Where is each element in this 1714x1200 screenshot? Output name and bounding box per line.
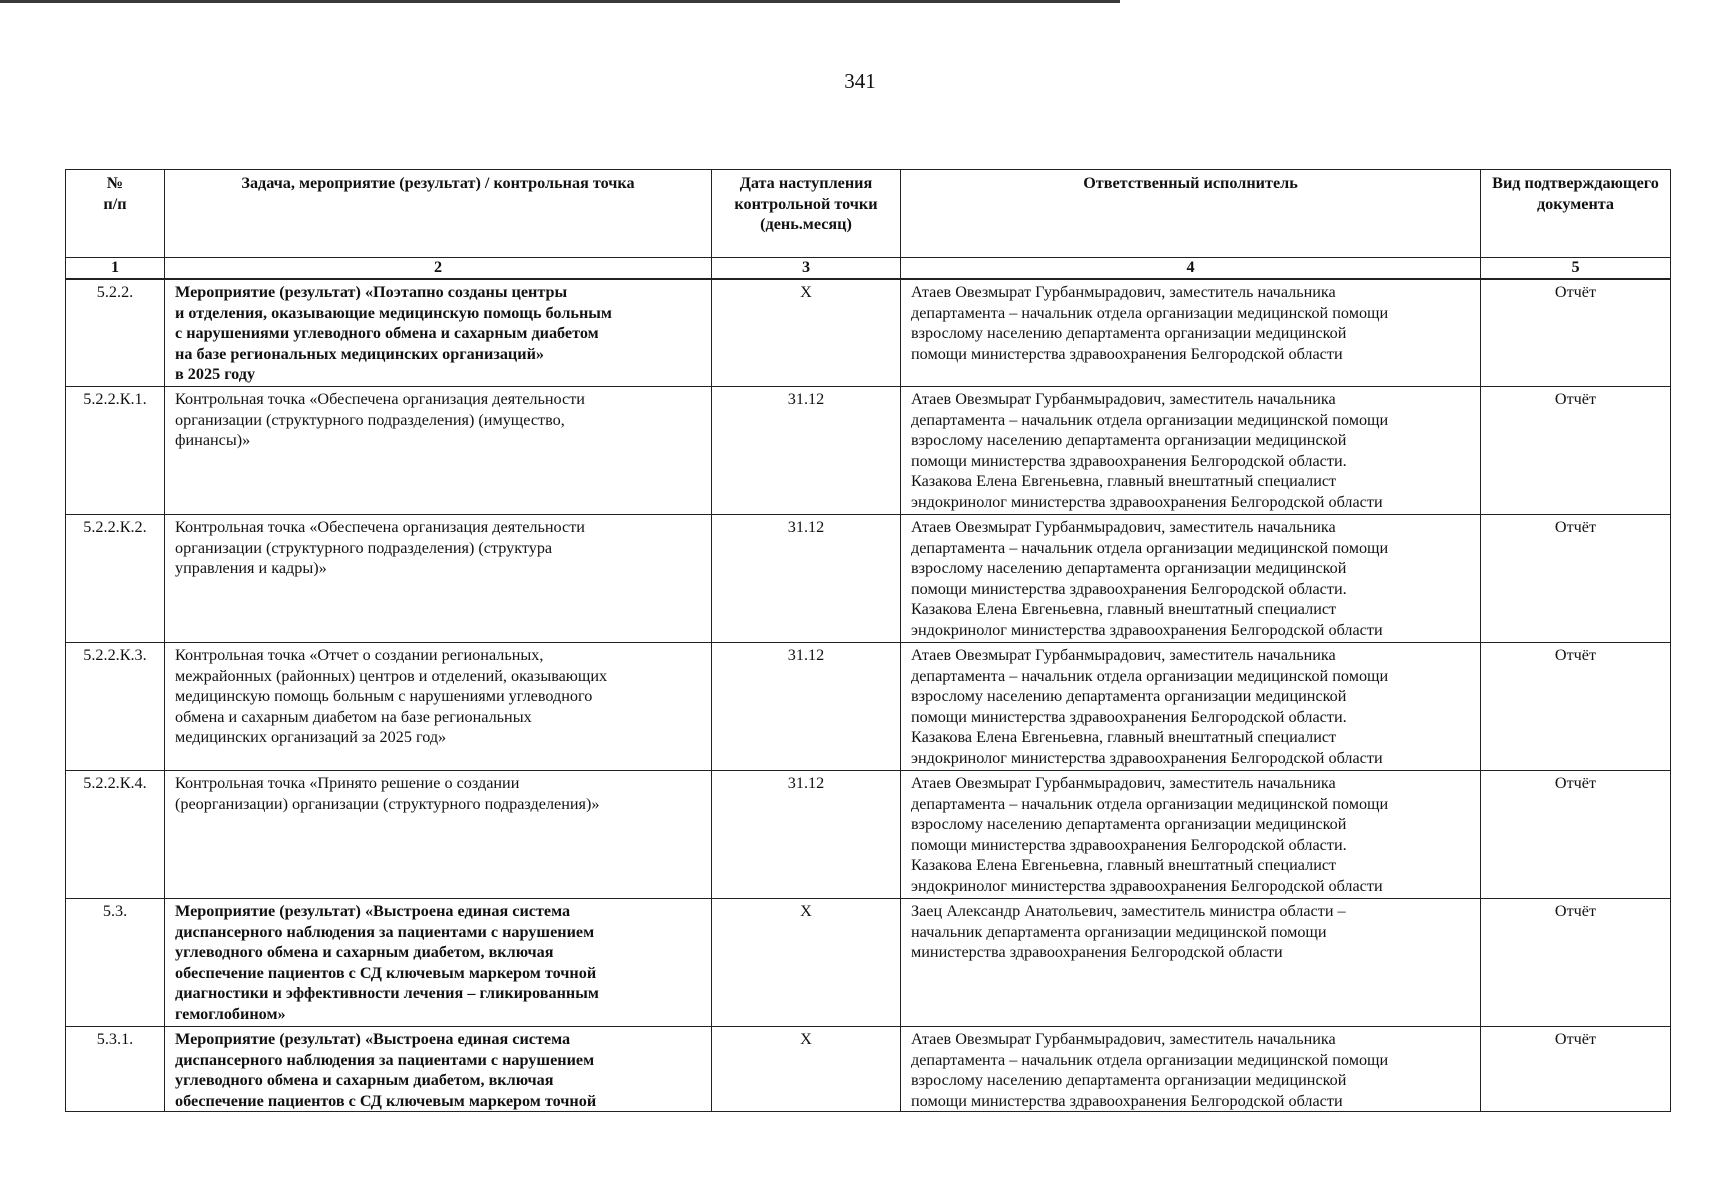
column-number-row xyxy=(66,258,1671,280)
header-number: № п/п xyxy=(66,170,165,258)
control-date-cell: X xyxy=(712,279,901,387)
table-row xyxy=(66,515,1671,643)
task-cell: Мероприятие (результат) «Поэтапно созданы центры и отделения, оказывающие медицинскую помощь больным с нарушениями углеводного обмена и сахарным диабетом на базе региональных медицинских организаций» в 2025 году xyxy=(165,279,712,387)
task-cell: Контрольная точка «Принято решение о создании (реорганизации) организации (структурного подразделения)» xyxy=(165,771,712,899)
header-document: Вид подтверждающего документа xyxy=(1481,170,1671,258)
control-date-cell: 31.12 xyxy=(712,515,901,643)
table-row xyxy=(66,643,1671,771)
header-task: Задача, мероприятие (результат) / контрольная точка xyxy=(165,170,712,258)
row-number-cell: 5.2.2.К.2. xyxy=(66,515,165,643)
executor-cell: Заец Александр Анатольевич, заместитель министра области – начальник департамента организации медицинской помощи министерства здравоохранения Белгородской области xyxy=(901,899,1481,1027)
document-type-cell: Отчёт xyxy=(1481,387,1671,515)
control-date-cell: X xyxy=(712,1027,901,1112)
control-date-cell: 31.12 xyxy=(712,643,901,771)
control-points-table xyxy=(65,169,1671,1112)
row-number-cell: 5.3.1. xyxy=(66,1027,165,1112)
column-number: 3 xyxy=(712,258,901,280)
executor-cell: Атаев Овезмырат Гурбанмырадович, заместитель начальника департамента – начальник отдела организации медицинской помощи взрослому населению департамента организации медицинской помощи министерства здравоохранения Белгородской области xyxy=(901,279,1481,387)
document-type-cell: Отчёт xyxy=(1481,515,1671,643)
task-cell: Контрольная точка «Отчет о создании региональных, межрайонных (районных) центров и отделений, оказывающих медицинскую помощь больным с нарушениями углеводного обмена и сахарным диабетом на базе региональных медицинских организаций за 2025 год» xyxy=(165,643,712,771)
table-body xyxy=(66,279,1671,1112)
control-date-cell: X xyxy=(712,899,901,1027)
table-row xyxy=(66,1027,1671,1112)
task-cell: Мероприятие (результат) «Выстроена единая система диспансерного наблюдения за пациентами с нарушением углеводного обмена и сахарным диабетом, включая обеспечение пациентов с СД ключевым маркером точной xyxy=(165,1027,712,1112)
task-cell: Контрольная точка «Обеспечена организация деятельности организации (структурного подразделения) (структура управления и кадры)» xyxy=(165,515,712,643)
task-cell: Контрольная точка «Обеспечена организация деятельности организации (структурного подразделения) (имущество, финансы)» xyxy=(165,387,712,515)
header-date: Дата наступления контрольной точки (день.месяц) xyxy=(712,170,901,258)
column-number: 2 xyxy=(165,258,712,280)
document-type-cell: Отчёт xyxy=(1481,1027,1671,1112)
row-number-cell: 5.3. xyxy=(66,899,165,1027)
executor-cell: Атаев Овезмырат Гурбанмырадович, заместитель начальника департамента – начальник отдела организации медицинской помощи взрослому населению департамента организации медицинской помощи министерства здравоохранения Белгородской области. Казакова Елена Евгеньевна, главный внештатный специалист эндокринолог министерства здравоохранения Белгородской области xyxy=(901,643,1481,771)
document-type-cell: Отчёт xyxy=(1481,899,1671,1027)
header-executor: Ответственный исполнитель xyxy=(901,170,1481,258)
scan-top-rule xyxy=(0,0,1120,3)
table-header-row xyxy=(66,170,1671,258)
row-number-cell: 5.2.2.К.4. xyxy=(66,771,165,899)
column-number: 1 xyxy=(66,258,165,280)
column-number: 4 xyxy=(901,258,1481,280)
column-number: 5 xyxy=(1481,258,1671,280)
task-cell: Мероприятие (результат) «Выстроена единая система диспансерного наблюдения за пациентами с нарушением углеводного обмена и сахарным диабетом, включая обеспечение пациентов с СД ключевым маркером точной диагностики и эффективности лечения – гликированным гемоглобином» xyxy=(165,899,712,1027)
row-number-cell: 5.2.2.К.3. xyxy=(66,643,165,771)
table-row xyxy=(66,387,1671,515)
executor-cell: Атаев Овезмырат Гурбанмырадович, заместитель начальника департамента – начальник отдела организации медицинской помощи взрослому населению департамента организации медицинской помощи министерства здравоохранения Белгородской области. Казакова Елена Евгеньевна, главный внештатный специалист эндокринолог министерства здравоохранения Белгородской области xyxy=(901,387,1481,515)
control-date-cell: 31.12 xyxy=(712,387,901,515)
executor-cell: Атаев Овезмырат Гурбанмырадович, заместитель начальника департамента – начальник отдела организации медицинской помощи взрослому населению департамента организации медицинской помощи министерства здравоохранения Белгородской области. Казакова Елена Евгеньевна, главный внештатный специалист эндокринолог министерства здравоохранения Белгородской области xyxy=(901,771,1481,899)
row-number-cell: 5.2.2.К.1. xyxy=(66,387,165,515)
executor-cell: Атаев Овезмырат Гурбанмырадович, заместитель начальника департамента – начальник отдела организации медицинской помощи взрослому населению департамента организации медицинской помощи министерства здравоохранения Белгородской области. Казакова Елена Евгеньевна, главный внештатный специалист эндокринолог министерства здравоохранения Белгородской области xyxy=(901,515,1481,643)
row-number-cell: 5.2.2. xyxy=(66,279,165,387)
table-row xyxy=(66,771,1671,899)
control-date-cell: 31.12 xyxy=(712,771,901,899)
document-type-cell: Отчёт xyxy=(1481,279,1671,387)
document-type-cell: Отчёт xyxy=(1481,643,1671,771)
table-row xyxy=(66,279,1671,387)
document-type-cell: Отчёт xyxy=(1481,771,1671,899)
executor-cell: Атаев Овезмырат Гурбанмырадович, заместитель начальника департамента – начальник отдела организации медицинской помощи взрослому населению департамента организации медицинской помощи министерства здравоохранения Белгородской области xyxy=(901,1027,1481,1112)
table-row xyxy=(66,899,1671,1027)
page-number: 341 xyxy=(844,69,876,93)
